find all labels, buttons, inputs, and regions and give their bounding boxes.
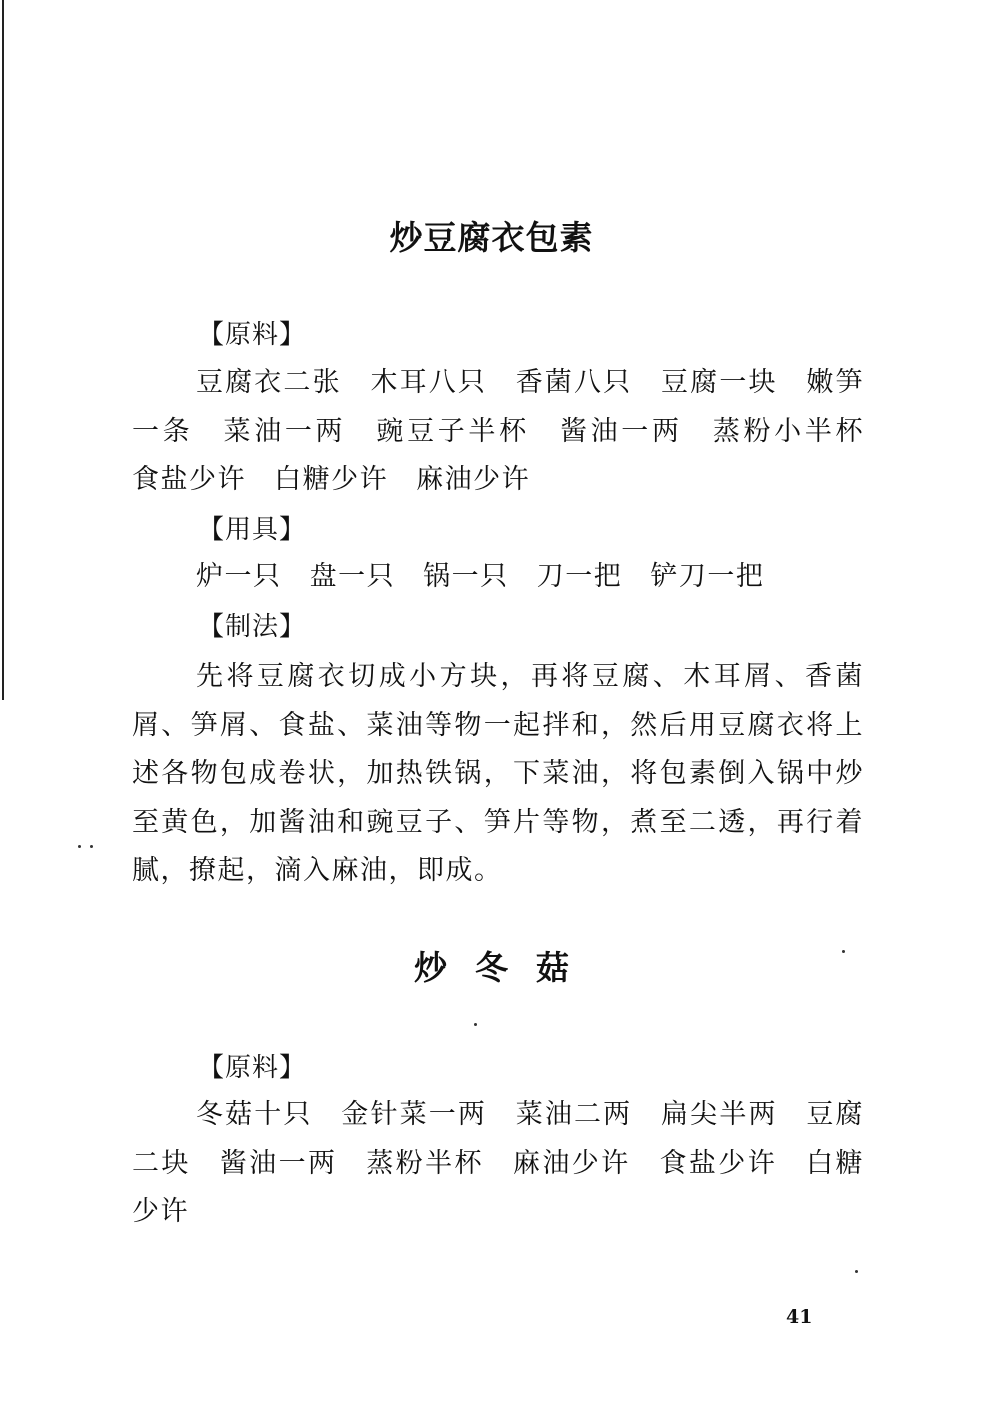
section-heading-utensils: 【用具】 (198, 515, 307, 545)
scan-speck (474, 1023, 477, 1026)
section-heading-ingredients: 【原料】 (198, 320, 307, 350)
scan-speck (842, 950, 845, 953)
ingredients-text: 冬菇十只 金针菜一两 菜油二两 扁尖半两 豆腐二块 酱油一两 蒸粉半杯 麻油少许 食盐少许 白糖少许 (132, 1099, 864, 1227)
recipe-title: 炒冬菇 (414, 948, 597, 987)
page-edge-rule (2, 0, 4, 700)
section-heading-method: 【制法】 (198, 612, 307, 642)
utensils-text: 炉一只 盘一只 锅一只 刀一把 铲刀一把 (196, 561, 765, 592)
scan-speck (855, 1270, 858, 1273)
method-text: 先将豆腐衣切成小方块，再将豆腐、木耳屑、香菌屑、笋屑、食盐、菜油等物一起拌和，然后用豆腐衣将上述各物包成卷状，加热铁锅，下菜油，将包素倒入锅中炒至黄色，加酱油和豌豆子、笋片等物，煮至二透，再行着腻，撩起，滴入麻油，即成。 (132, 661, 864, 886)
section-heading-ingredients: 【原料】 (198, 1053, 307, 1083)
recipe-title: 炒豆腐衣包素 (389, 218, 594, 257)
page-number: 41 (786, 1306, 813, 1328)
scan-speck (90, 845, 93, 848)
ingredients-text: 豆腐衣二张 木耳八只 香菌八只 豆腐一块 嫩笋一条 菜油一两 豌豆子半杯 酱油一两 蒸粉小半杯 食盐少许 白糖少许 麻油少许 (132, 367, 864, 495)
scan-speck (78, 845, 81, 848)
